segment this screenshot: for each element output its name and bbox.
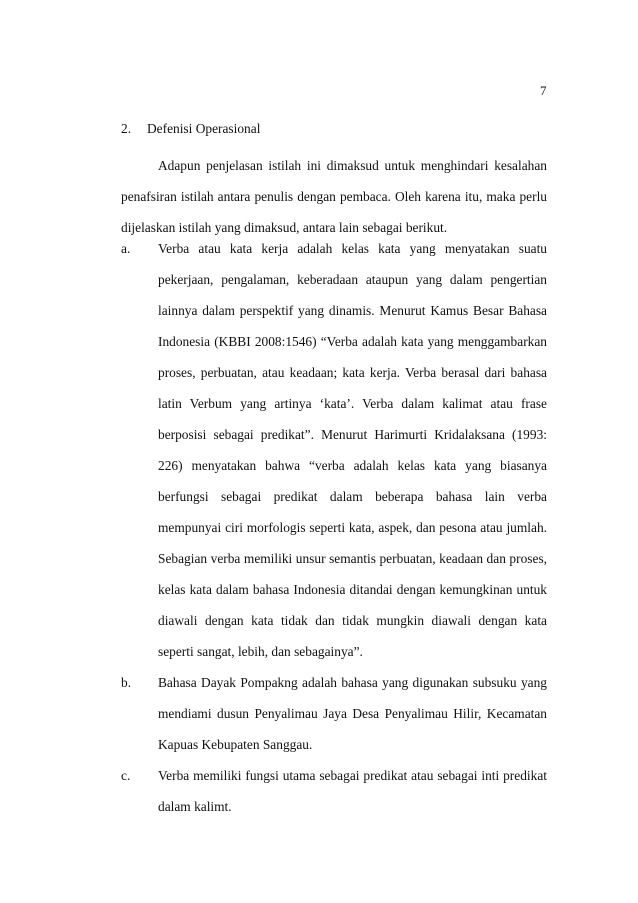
list-item <box>121 667 547 760</box>
list-item-text: Verba memiliki fungsi utama sebagai predikat atau sebagai inti predikat dalam kalimt. <box>158 768 547 814</box>
list-marker: c. <box>121 768 131 783</box>
list-item-text: Bahasa Dayak Pompakng adalah bahasa yang digunakan subsuku yang mendiami dusun Penyalimau Jaya Desa Penyalimau Hilir, Kecamatan Kapuas Kebupaten Sanggau. <box>158 675 547 752</box>
definition-list <box>121 233 547 822</box>
list-marker: b. <box>121 675 132 690</box>
section-title: Defenisi Operasional <box>147 121 261 136</box>
page-number: 7 <box>540 83 547 98</box>
intro-paragraph: Adapun penjelasan istilah ini dimaksud untuk menghindari kesalahan penafsiran istilah antara penulis dengan pembaca. Oleh karena itu, maka perlu dijelaskan istilah yang dimaksud, antara lain sebagai berikut. <box>121 158 547 235</box>
list-item <box>121 233 547 667</box>
list-marker: a. <box>121 241 131 256</box>
list-item <box>121 760 547 822</box>
list-item-text: Verba atau kata kerja adalah kelas kata yang menyatakan suatu pekerjaan, pengalaman, keberadaan ataupun yang dalam pengertian lainnya dalam perspektif yang dinamis. Menurut Kamus Besar Bahasa Indonesia (KBBI 2008:1546) “Verba adalah kata yang menggambarkan proses, perbuatan, atau keadaan; kata kerja. Verba berasal dari bahasa latin Verbum yang artinya ‘kata’. Verba dalam kalimat atau frase berposisi sebagai predikat”. Menurut Harimurti Kridalaksana (1993: 226) menyatakan bahwa “verba adalah kelas kata yang biasanya berfungsi sebagai predikat dalam beberapa bahasa lain verba mempunyai ciri morfologis seperti kata, aspek, dan pesona atau jumlah. Sebagian verba memiliki unsur semantis perbuatan, keadaan dan proses, kelas kata dalam bahasa Indonesia ditandai dengan kemungkinan untuk diawali dengan kata tidak dan tidak mungkin diawali dengan kata seperti sangat, lebih, dan sebagainya”. <box>158 241 547 659</box>
section-number: 2. <box>121 121 132 136</box>
section-heading <box>121 121 260 137</box>
